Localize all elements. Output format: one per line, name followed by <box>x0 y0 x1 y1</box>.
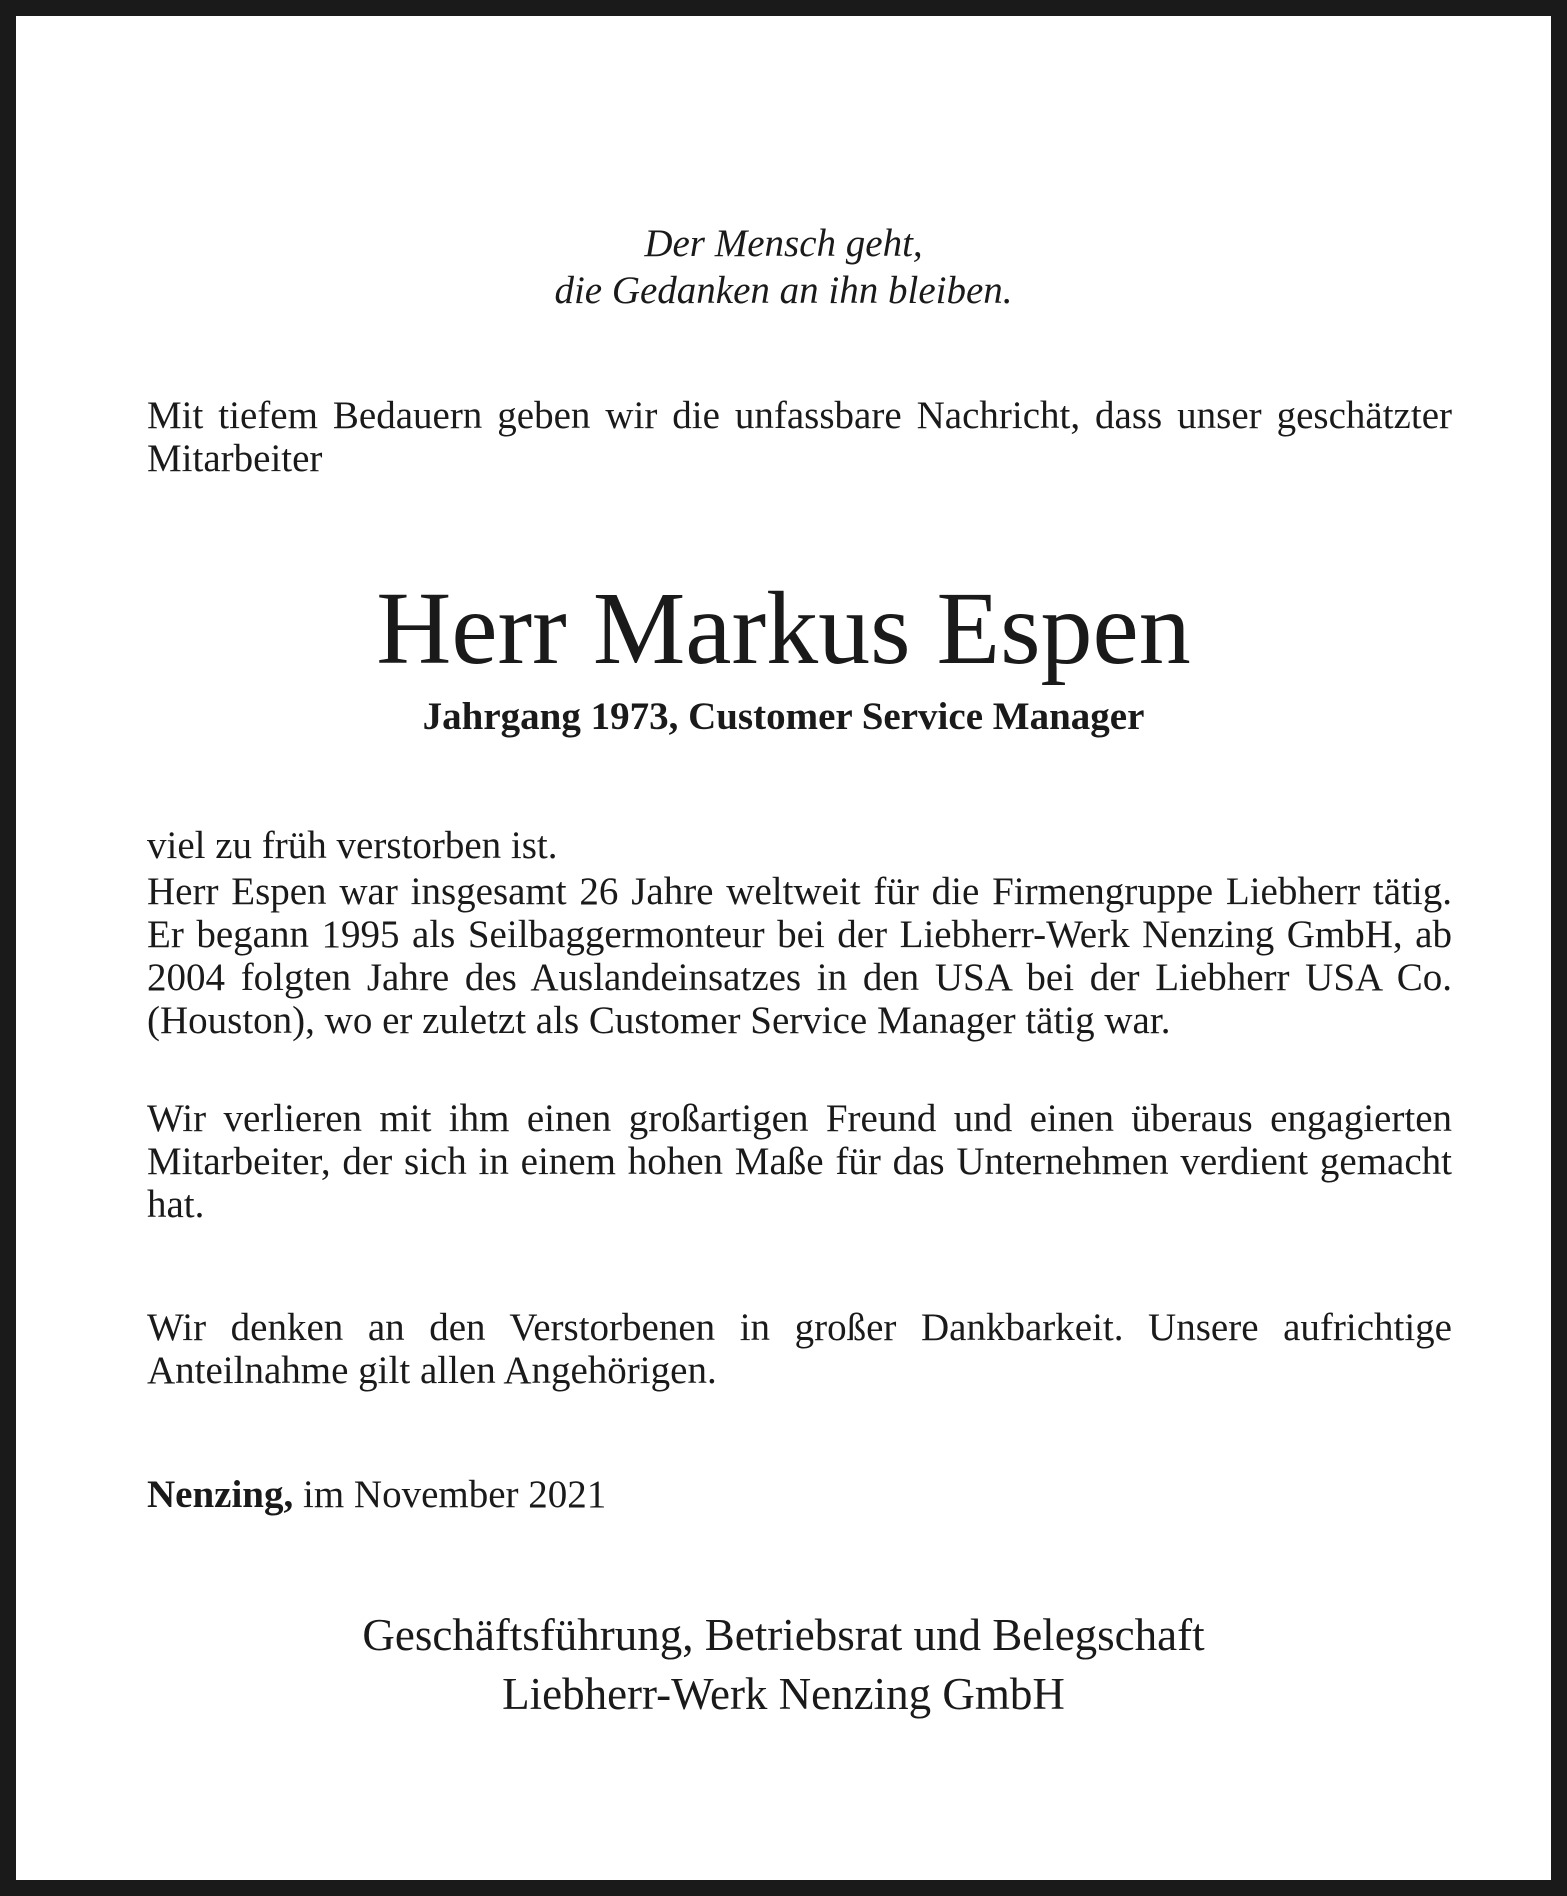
body-paragraph-1: viel zu früh verstorben ist. <box>147 824 558 867</box>
motto-line-2: die Gedanken an ihn bleiben. <box>554 269 1013 312</box>
place-name: Nenzing, <box>147 1473 294 1516</box>
motto-line-1: Der Mensch geht, <box>644 222 923 265</box>
body-paragraph-3: Wir verlieren mit ihm einen großartigen Freund und einen überaus engagierten Mitarbeiter, der sich in einem hohen Maße für das Unternehmen verdient gemacht hat. <box>147 1097 1452 1226</box>
signers-line-1: Geschäftsführung, Betriebsrat und Belegschaft <box>362 1610 1205 1660</box>
motto-quote <box>16 220 1551 314</box>
deceased-subtitle: Jahrgang 1973, Customer Service Manager <box>422 695 1145 738</box>
place-date <box>147 1472 606 1518</box>
signers-line-2: Liebherr-Werk Nenzing GmbH <box>502 1669 1065 1719</box>
signers-block <box>16 1606 1551 1724</box>
date-text: im November 2021 <box>293 1473 607 1516</box>
deceased-name: Herr Markus Espen <box>376 571 1191 686</box>
body-paragraph-4: Wir denken an den Verstorbenen in großer Dankbarkeit. Unsere aufrichtige Anteilnahme gilt allen Angehörigen. <box>147 1306 1452 1392</box>
intro-paragraph: Mit tiefem Bedauern geben wir die unfassbare Nachricht, dass unser geschätzter Mitarbeiter <box>147 394 1452 480</box>
body-paragraph-2: Herr Espen war insgesamt 26 Jahre weltweit für die Firmengruppe Liebherr tätig. Er begann 1995 als Seilbaggermonteur bei der Liebherr-Werk Nenzing GmbH, ab 2004 folgten Jahre des Auslandeinsatzes in den USA bei der Liebherr USA Co. (Houston), wo er zuletzt als Customer Service Manager tätig war. <box>147 870 1452 1042</box>
